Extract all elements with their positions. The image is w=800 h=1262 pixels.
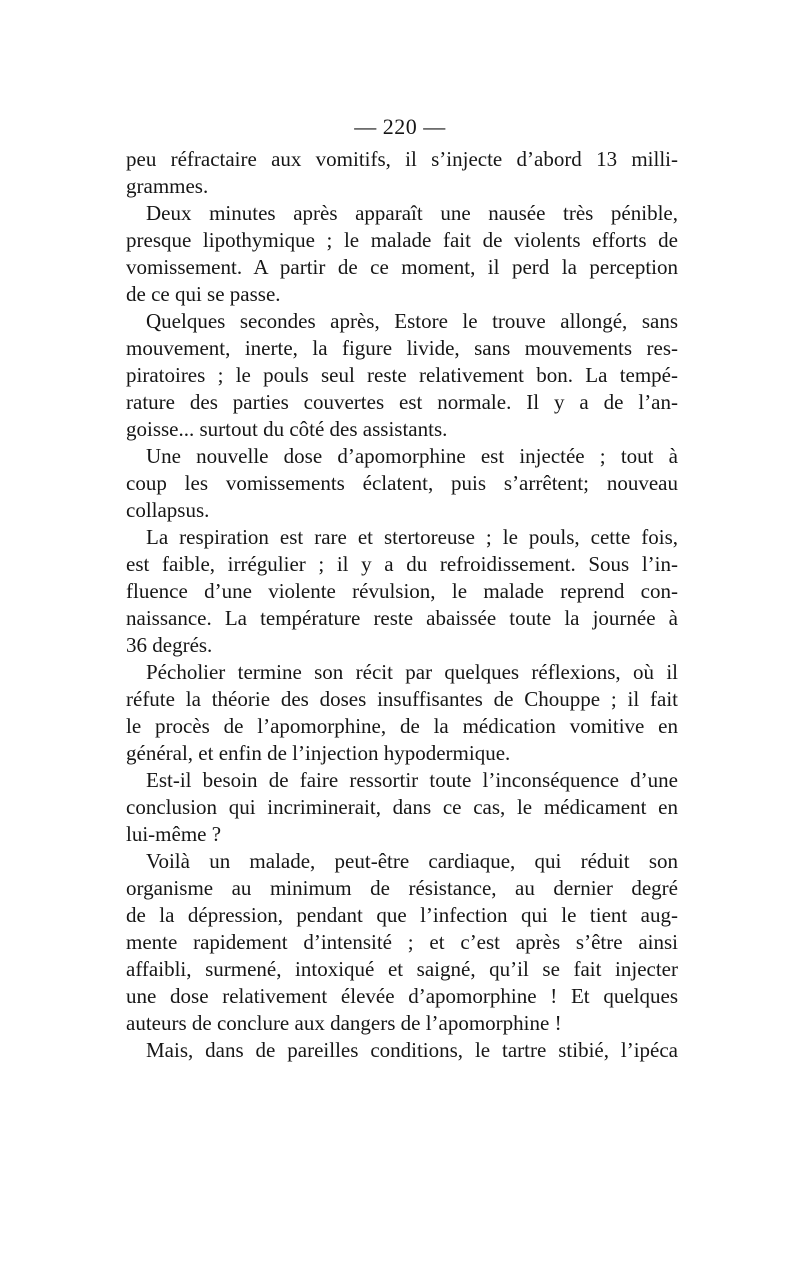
text-line: Est-il besoin de faire ressortir toute l’inconséquence d’une: [146, 768, 678, 792]
text-line: 36 degrés.: [126, 633, 213, 657]
text-line: rature des parties couvertes est normale. Il y a de l’an-: [126, 390, 678, 414]
text-line: Mais, dans de pareilles conditions, le tartre stibié, l’ipéca: [146, 1038, 678, 1062]
text-line: organisme au minimum de résistance, au dernier degré: [126, 876, 678, 900]
text-line: coup les vomissements éclatent, puis s’arrêtent; nouveau: [126, 471, 678, 495]
text-line: naissance. La température reste abaissée toute la journée à: [126, 606, 678, 630]
text-line: lui-même ?: [126, 822, 222, 846]
text-line: grammes.: [126, 174, 209, 198]
text-line: vomissement. A partir de ce moment, il perd la perception: [126, 255, 678, 279]
body-text: [126, 146, 678, 1064]
text-line: Une nouvelle dose d’apomorphine est injectée ; tout à: [146, 444, 678, 468]
text-line: Pécholier termine son récit par quelques réflexions, où il: [146, 660, 678, 684]
text-line: fluence d’une violente révulsion, le malade reprend con-: [126, 579, 678, 603]
text-line: mouvement, inerte, la figure livide, sans mouvements res-: [126, 336, 678, 360]
text-line: affaibli, surmené, intoxiqué et saigné, qu’il se fait injecter: [126, 957, 678, 981]
text-line: une dose relativement élevée d’apomorphine ! Et quelques: [126, 984, 678, 1008]
text-line: Voilà un malade, peut-être cardiaque, qui réduit son: [146, 849, 678, 873]
text-line: auteurs de conclure aux dangers de l’apomorphine !: [126, 1011, 562, 1035]
text-line: mente rapidement d’intensité ; et c’est après s’être ainsi: [126, 930, 678, 954]
text-line: de ce qui se passe.: [126, 282, 281, 306]
text-line: général, et enfin de l’injection hypodermique.: [126, 741, 511, 765]
text-line: La respiration est rare et stertoreuse ; le pouls, cette fois,: [146, 525, 678, 549]
text-line: réfute la théorie des doses insuffisantes de Chouppe ; il fait: [126, 687, 678, 711]
page-number: — 220 —: [354, 114, 446, 139]
text-line: le procès de l’apomorphine, de la médication vomitive en: [126, 714, 678, 738]
text-line: est faible, irrégulier ; il y a du refroidissement. Sous l’in-: [126, 552, 678, 576]
text-line: conclusion qui incriminerait, dans ce cas, le médicament en: [126, 795, 678, 819]
text-line: de la dépression, pendant que l’infection qui le tient aug-: [126, 903, 678, 927]
text-line: presque lipothymique ; le malade fait de violents efforts de: [126, 228, 678, 252]
text-line: Deux minutes après apparaît une nausée très pénible,: [146, 201, 678, 225]
text-line: goisse... surtout du côté des assistants.: [126, 417, 448, 441]
text-line: peu réfractaire aux vomitifs, il s’injecte d’abord 13 milli-: [126, 147, 678, 171]
text-line: collapsus.: [126, 498, 210, 522]
text-line: Quelques secondes après, Estore le trouve allongé, sans: [146, 309, 678, 333]
text-line: piratoires ; le pouls seul reste relativement bon. La tempé-: [126, 363, 678, 387]
